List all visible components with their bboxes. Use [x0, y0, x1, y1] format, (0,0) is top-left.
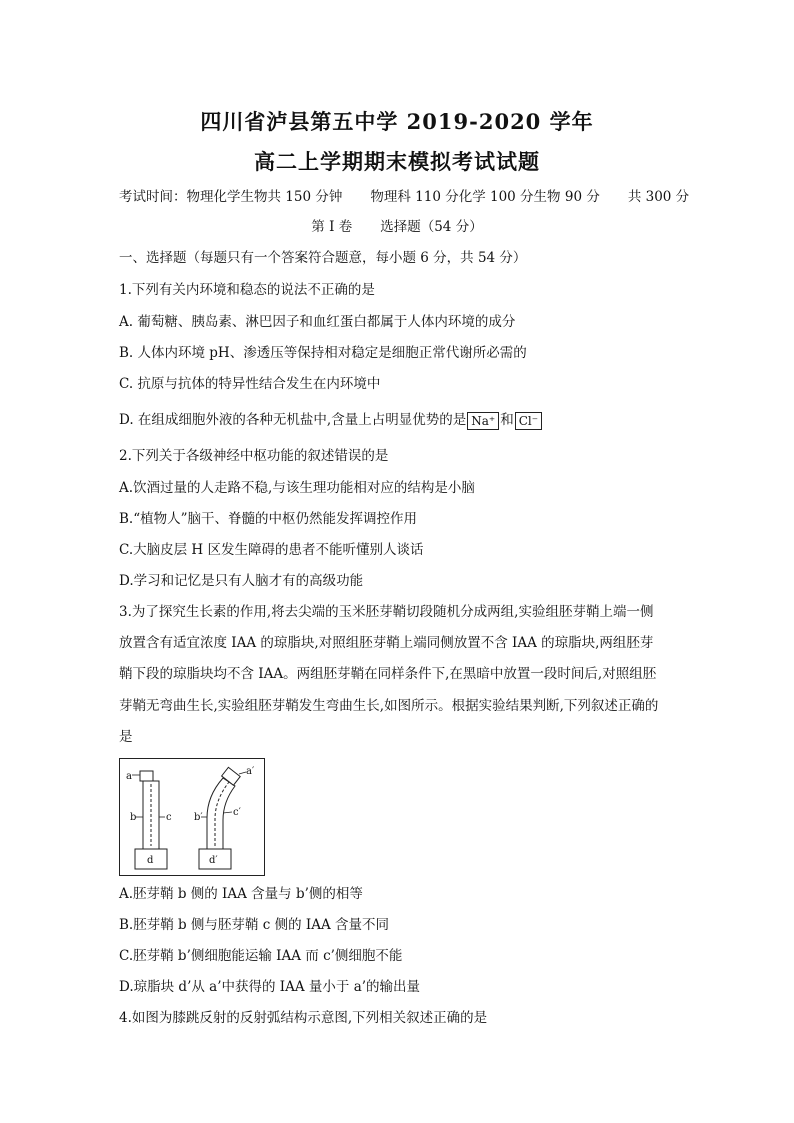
q3-stem-line4: 芽鞘无弯曲生长,实验组胚芽鞘发生弯曲生长,如图所示。根据实验结果判断,下列叙述正确的 — [119, 698, 659, 714]
q3-option-c: C.胚芽鞘 b’侧细胞能运输 IAA 而 c’侧细胞不能 — [119, 948, 403, 964]
label-b-prime: b′ — [194, 812, 203, 823]
label-d: d — [147, 855, 154, 866]
q2-option-d: D.学习和记忆是只有人脑才有的高级功能 — [119, 573, 364, 589]
q3-stem-line1: 3.为了探究生长素的作用,将去尖端的玉米胚芽鞘切段随机分成两组,实验组胚芽鞘上端一侧 — [119, 604, 654, 620]
q1-option-d-text: D. 在组成细胞外液的各种无机盐中,含量上占明显优势的是 — [119, 412, 467, 428]
volume-heading — [0, 218, 794, 236]
q2-option-a: A.饮酒过量的人走路不稳,与该生理功能相对应的结构是小脑 — [119, 480, 475, 496]
q1-option-d-and: 和 — [500, 412, 514, 428]
section-intro: 一、选择题（每题只有一个答案符合题意，每小题 6 分，共 54 分） — [119, 250, 527, 266]
q1-option-c: C. 抗原与抗体的特异性结合发生在内环境中 — [119, 376, 381, 392]
label-d-prime: d′ — [209, 855, 218, 866]
document-title: 四川省泸县第五中学 2019-2020 学年 — [200, 109, 594, 134]
coleoptile-diagram — [119, 758, 265, 876]
label-c: c — [166, 812, 172, 823]
exam-time: 考试时间：物理化学生物共 150 分钟 — [119, 189, 343, 205]
exam-total: 共 300 分 — [627, 189, 690, 205]
q1-option-a: A. 葡萄糖、胰岛素、淋巴因子和血红蛋白都属于人体内环境的成分 — [119, 314, 516, 330]
volume-name: 第 I 卷 — [311, 219, 353, 235]
q4-stem: 4.如图为膝跳反射的反射弧结构示意图,下列相关叙述正确的是 — [119, 1010, 488, 1026]
label-c-prime: c′ — [233, 807, 241, 818]
q1-stem: 1.下列有关内环境和稳态的说法不正确的是 — [119, 282, 375, 298]
q2-stem: 2.下列关于各级神经中枢功能的叙述错误的是 — [119, 448, 389, 464]
label-b: b — [130, 812, 137, 823]
q1-option-d — [119, 411, 543, 430]
q3-option-d: D.琼脂块 d’从 a’中获得的 IAA 量小于 a’的输出量 — [119, 979, 421, 995]
volume-type: 选择题（54 分） — [380, 219, 483, 235]
label-a: a — [126, 771, 132, 782]
q3-stem-line5: 是 — [119, 729, 133, 745]
q2-option-c: C.大脑皮层 H 区发生障碍的患者不能听懂别人谈话 — [119, 542, 424, 558]
exam-info — [119, 188, 689, 206]
exam-scores: 物理科 110 分化学 100 分生物 90 分 — [370, 189, 600, 205]
sodium-ion-formula: Na⁺ — [467, 412, 499, 430]
agar-block-a — [140, 771, 153, 781]
q3-stem-line2: 放置含有适宜浓度 IAA 的琼脂块,对照组胚芽鞘上端同侧放置不含 IAA 的琼脂块,两组胚芽 — [119, 635, 654, 651]
q1-option-b: B. 人体内环境 pH、渗透压等保持相对稳定是细胞正常代谢所必需的 — [119, 345, 527, 361]
q2-option-b: B.“植物人”脑干、脊髓的中枢仍然能发挥调控作用 — [119, 511, 418, 527]
document-subtitle: 高二上学期期末模拟考试试题 — [254, 149, 540, 174]
q3-stem-line3: 鞘下段的琼脂块均不含 IAA。两组胚芽鞘在同样条件下,在黑暗中放置一段时间后,对照组胚 — [119, 666, 657, 682]
q3-option-a: A.胚芽鞘 b 侧的 IAA 含量与 b’侧的相等 — [119, 886, 363, 902]
label-a-prime: a′ — [246, 766, 255, 777]
q3-option-b: B.胚芽鞘 b 侧与胚芽鞘 c 侧的 IAA 含量不同 — [119, 917, 389, 933]
chloride-ion-formula: Cl⁻ — [515, 412, 542, 430]
